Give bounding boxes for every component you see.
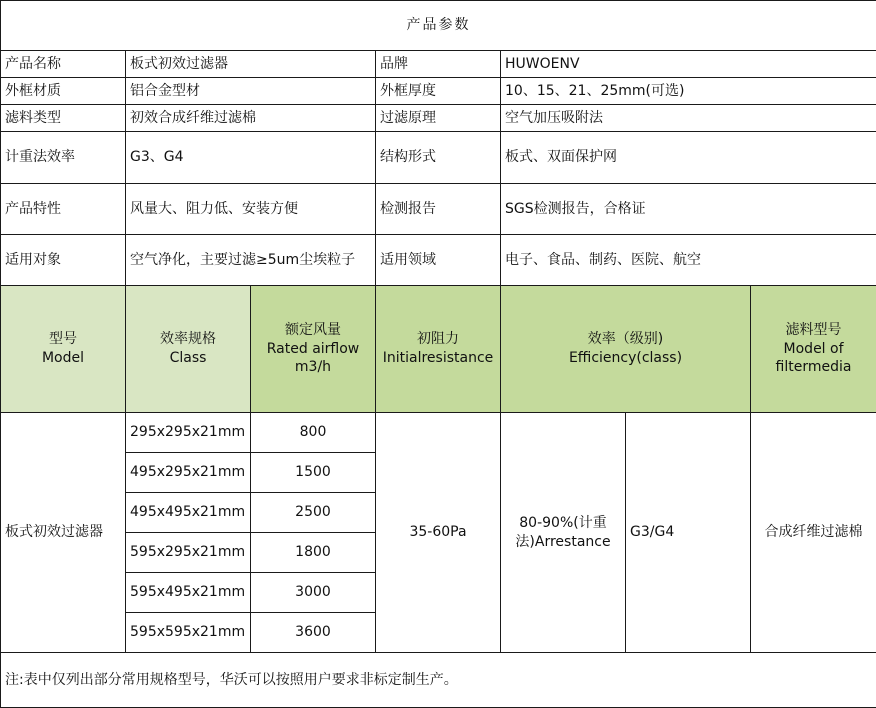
note-row xyxy=(1,653,876,708)
spec-label: 计重法效率 xyxy=(1,132,126,184)
spec-label: 产品名称 xyxy=(1,51,126,78)
header-efficiency: 效率（级别) Efficiency(class) xyxy=(501,286,751,413)
size-cell: 495x295x21mm xyxy=(126,453,251,493)
spec-label: 产品特性 xyxy=(1,184,126,235)
spec-row xyxy=(1,132,876,184)
size-cell: 595x495x21mm xyxy=(126,573,251,613)
spec-value: HUWOENV xyxy=(501,51,876,78)
spec-row xyxy=(1,105,876,132)
spec-label: 适用领域 xyxy=(376,235,501,286)
spec-value: 风量大、阻力低、安装方便 xyxy=(126,184,376,235)
spec-label: 外框材质 xyxy=(1,78,126,105)
spec-label: 外框厚度 xyxy=(376,78,501,105)
size-row xyxy=(1,413,876,453)
spec-label: 滤料类型 xyxy=(1,105,126,132)
size-cell: 295x295x21mm xyxy=(126,413,251,453)
spec-value: 板式、双面保护网 xyxy=(501,132,876,184)
airflow-cell: 3000 xyxy=(251,573,376,613)
airflow-cell: 2500 xyxy=(251,493,376,533)
spec-label: 过滤原理 xyxy=(376,105,501,132)
spec-row xyxy=(1,235,876,286)
spec-value: 铝合金型材 xyxy=(126,78,376,105)
spec-label: 结构形式 xyxy=(376,132,501,184)
spec-value: 10、15、21、25mm(可选) xyxy=(501,78,876,105)
airflow-cell: 1500 xyxy=(251,453,376,493)
spec-row xyxy=(1,78,876,105)
page-title: 产品参数 xyxy=(1,1,876,51)
airflow-cell: 800 xyxy=(251,413,376,453)
airflow-cell: 1800 xyxy=(251,533,376,573)
model-name-cell: 板式初效过滤器 xyxy=(1,413,126,653)
spec-value: G3、G4 xyxy=(126,132,376,184)
spec-value: SGS检测报告，合格证 xyxy=(501,184,876,235)
airflow-cell: 3600 xyxy=(251,613,376,653)
spec-value: 电子、食品、制药、医院、航空 xyxy=(501,235,876,286)
spec-value: 初效合成纤维过滤棉 xyxy=(126,105,376,132)
spec-label: 适用对象 xyxy=(1,235,126,286)
size-cell: 495x495x21mm xyxy=(126,493,251,533)
spec-row xyxy=(1,184,876,235)
spec-value: 空气加压吸附法 xyxy=(501,105,876,132)
grade-cell: G3/G4 xyxy=(626,413,751,653)
header-class: 效率规格 Class xyxy=(126,286,251,413)
model-header-row xyxy=(1,286,876,413)
header-resistance: 初阻力 Initialresistance xyxy=(376,286,501,413)
resistance-cell: 35-60Pa xyxy=(376,413,501,653)
header-model: 型号 Model xyxy=(1,286,126,413)
spec-label: 品牌 xyxy=(376,51,501,78)
spec-value: 空气净化，主要过滤≥5um尘埃粒子 xyxy=(126,235,376,286)
spec-value: 板式初效过滤器 xyxy=(126,51,376,78)
media-cell: 合成纤维过滤棉 xyxy=(751,413,876,653)
title-row xyxy=(1,1,876,51)
spec-row xyxy=(1,51,876,78)
size-cell: 595x295x21mm xyxy=(126,533,251,573)
efficiency-cell: 80-90%(计重 法)Arrestance xyxy=(501,413,626,653)
spec-label: 检测报告 xyxy=(376,184,501,235)
size-cell: 595x595x21mm xyxy=(126,613,251,653)
header-airflow: 额定风量 Rated airflow m3/h xyxy=(251,286,376,413)
header-media: 滤料型号 Model of filtermedia xyxy=(751,286,876,413)
footnote: 注:表中仅列出部分常用规格型号，华沃可以按照用户要求非标定制生产。 xyxy=(1,653,876,708)
